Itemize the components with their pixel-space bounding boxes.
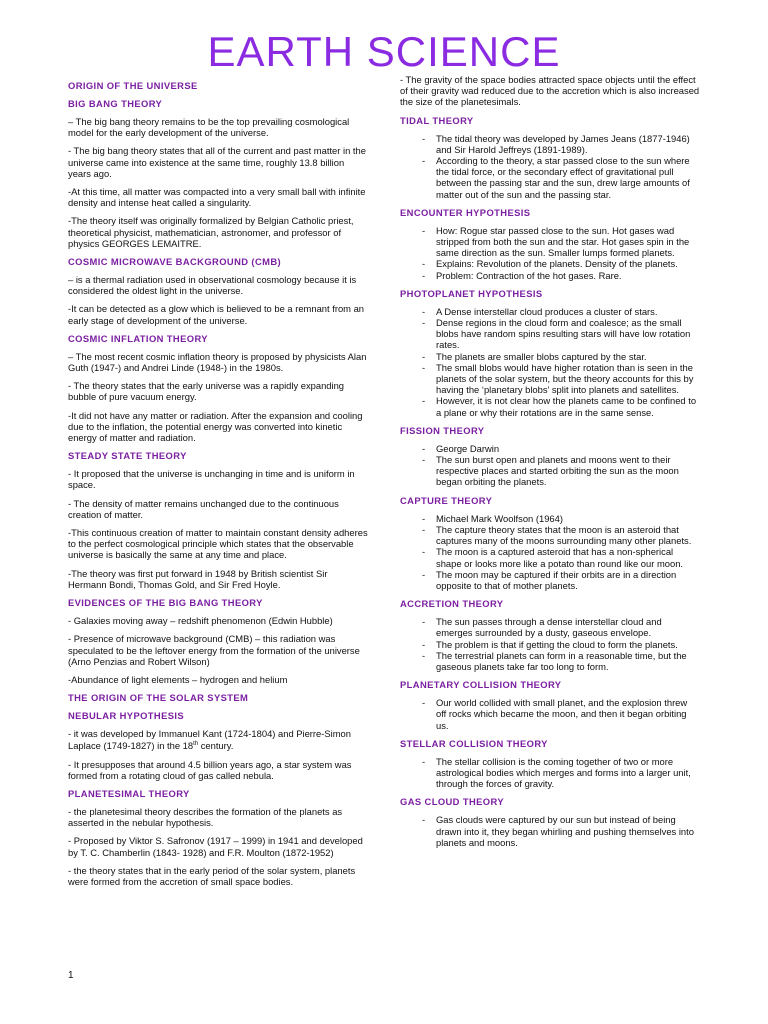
list-item: - Gas clouds were captured by our sun but instead of being drawn into it, they began whirling and pushing themselves into planets and moons. [400,814,700,848]
heading-gas-cloud: GAS CLOUD THEORY [400,796,504,808]
paragraph: - It presupposes that around 4.5 billion years ago, a star system was formed from a rotating cloud of gas called nebula. [68,758,352,781]
right-column [400,74,700,855]
list-item: - The small blobs would have higher rotation than is seen in the planets of the solar system, but the theory accounts for this by having the ‘planetary blobs’ split into planets and satellites. [400,362,700,396]
heading-origin-universe: ORIGIN OF THE UNIVERSE [68,80,198,91]
paragraph: - the planetesimal theory describes the formation of the planets as asserted in the nebular hypothesis. [68,806,343,829]
heading-cmb: COSMIC MICROWAVE BACKGROUND (CMB) [68,256,282,268]
list-item: - How: Rogue star passed close to the sun. Hot gases wad stripped from both the sun and the star. Hot gases spin in the same direction as the sun. Smaller lumps formed planets. [400,225,700,259]
paragraph: – The big bang theory remains to be the top prevailing cosmological model for the early development of the universe. [68,116,350,139]
paragraph: -The theory itself was originally formalized by Belgian Catholic priest, theoretical physicist, mathematician, astronomer, and professor of physics GEORGES LEMAITRE. [68,215,354,249]
heading-encounter: ENCOUNTER HYPOTHESIS [400,206,531,218]
list-planetary-collision [400,697,700,731]
list-item: - Problem: Contraction of the hot gases. Rare. [400,270,700,281]
list-photoplanet [400,306,700,418]
paragraph: -At this time, all matter was compacted into a very small ball with infinite density and intense heat called a singularity. [68,186,366,209]
paragraph: - The big bang theory states that all of the current and past matter in the universe came into existence at the same time, roughly 13.8 billion years ago. [68,145,366,179]
list-accretion [400,616,700,672]
list-stellar-collision [400,756,700,790]
heading-planetesimal: PLANETESIMAL THEORY [68,788,190,800]
list-item: - George Darwin [400,443,700,454]
text-run: - it was developed by Immanuel Kant (1724-1804) and Pierre-Simon Laplace (1749-1827) in the 18 [68,728,351,752]
superscript: th [193,741,199,748]
paragraph: – The most recent cosmic inflation theory is proposed by physicists Alan Guth (1947-) and Andrei Linde (1948-) in the 1980s. [68,350,367,374]
list-item: - The problem is that if getting the cloud to form the planets. [400,639,700,650]
paragraph: - The theory states that the early universe was a rapidly expanding bubble of pure vacuum energy. [68,380,345,403]
paragraph [68,728,368,752]
heading-big-bang: BIG BANG THEORY [68,98,163,109]
paragraph: - Proposed by Viktor S. Safronov (1917 – 1999) in 1941 and developed by T. C. Chamberlin (1843- 1928) and F.R. Moulton (1872-1952) [68,835,363,858]
paragraph: -The theory was first put forward in 1948 by British scientist Sir Hermann Bondi, Thomas Gold, and Sir Fred Hoyle. [68,567,328,590]
paragraph: - Galaxies moving away – redshift phenomenon (Edwin Hubble) [68,615,333,627]
paragraph: -This continuous creation of matter to maintain constant density adheres to the perfect cosmological principle which states that the observable universe is basically the same at any time and place. [68,527,368,561]
heading-planetary-collision: PLANETARY COLLISION THEORY [400,679,562,691]
heading-solar-system: THE ORIGIN OF THE SOLAR SYSTEM [68,692,249,704]
heading-nebular: NEBULAR HYPOTHESIS [68,710,185,722]
list-item: - The stellar collision is the coming together of two or more astrological bodies which merges and forms into a larger unit, through the forces of gravity. [400,756,700,790]
paragraph: -It did not have any matter or radiation. After the expansion and cooling due to the inflation, the potential energy was converted into kinetic energy of matter and radiation. [68,409,363,444]
list-item: - The moon may be captured if their orbits are in a direction opposite to that of mother planets. [400,569,700,591]
page-title: EARTH SCIENCE [207,28,561,75]
paragraph: - The density of matter remains unchanged due to the continuous creation of matter. [68,497,339,520]
list-tidal [400,133,700,200]
list-gas-cloud [400,814,700,848]
left-column [68,74,368,894]
heading-stellar-collision: STELLAR COLLISION THEORY [400,737,548,749]
paragraph: -Abundance of light elements – hydrogen and helium [68,673,288,685]
heading-capture: CAPTURE THEORY [400,494,493,506]
paragraph: - Presence of microwave background (CMB) – this radiation was speculated to be the leftover energy from the formation of the universe (Arno Penzias and Robert Wilson) [68,633,360,667]
heading-photoplanet: PHOTOPLANET HYPOTHESIS [400,287,543,299]
list-item: - The sun passes through a dense interstellar cloud and emerges surrounded by a dusty, gaseous envelope. [400,616,700,638]
paragraph: - It proposed that the universe is unchanging in time and is uniform in space. [68,468,355,491]
list-item: - The capture theory states that the moon is an asteroid that captures many of the moons surrounding many other planets. [400,524,700,546]
list-item: - However, it is not clear how the planets came to be confined to a plane or why their rotations are in the same sense. [400,395,700,417]
paragraph: - the theory states that in the early period of the solar system, planets were formed from the accretion of small space bodies. [68,864,356,888]
list-item: - Our world collided with small planet, and the explosion threw off rocks which became the moon, and then it began orbiting us. [400,697,700,731]
list-encounter [400,225,700,281]
heading-accretion: ACCRETION THEORY [400,598,504,610]
list-item: - The moon is a captured asteroid that has a non-spherical shape or looks more like a potato than round like our moon. [400,546,700,568]
paragraph: -It can be detected as a glow which is believed to be a remnant from an early stage of development of the universe. [68,303,364,326]
list-item: - Michael Mark Woolfson (1964) [400,513,700,524]
heading-cosmic-inflation: COSMIC INFLATION THEORY [68,332,208,344]
list-item: - Dense regions in the cloud form and coalesce; as the small blobs have random spins resulting stars will have low rotation rates. [400,317,700,351]
paragraph: - The gravity of the space bodies attracted space objects until the effect of their gravity wad reduced due to the accretion which is also increased the size of the planetesimals. [400,74,700,108]
list-item: - A Dense interstellar cloud produces a cluster of stars. [400,306,700,317]
paragraph: – is a thermal radiation used in observational cosmology because it is considered the oldest light in the universe. [68,274,357,297]
heading-tidal: TIDAL THEORY [400,114,474,126]
list-fission [400,443,700,488]
list-item: - The terrestrial planets can form in a reasonable time, but the gaseous planets take far too long to form. [400,650,700,672]
heading-fission: FISSION THEORY [400,424,485,436]
text-run: century. [198,740,234,752]
list-item: - The tidal theory was developed by James Jeans (1877-1946) and Sir Harold Jeffreys (1891-1989). [400,133,700,155]
list-item: - The sun burst open and planets and moons went to their respective places and started orbiting the sun as the moon began orbiting the planets. [400,454,700,488]
heading-evidences: EVIDENCES OF THE BIG BANG THEORY [68,597,263,609]
page-number: 1 [68,970,74,981]
list-item: - According to the theory, a star passed close to the sun where the tidal force, or the secondary effect of gravitational pull between the passing star and the sun, drew large amounts of matter out of the sun and the passing star. [400,155,700,200]
list-item: - The planets are smaller blobs captured by the star. [400,351,700,362]
list-item: - Explains: Revolution of the planets. Density of the planets. [400,258,700,269]
list-capture [400,513,700,591]
heading-steady-state: STEADY STATE THEORY [68,450,187,462]
